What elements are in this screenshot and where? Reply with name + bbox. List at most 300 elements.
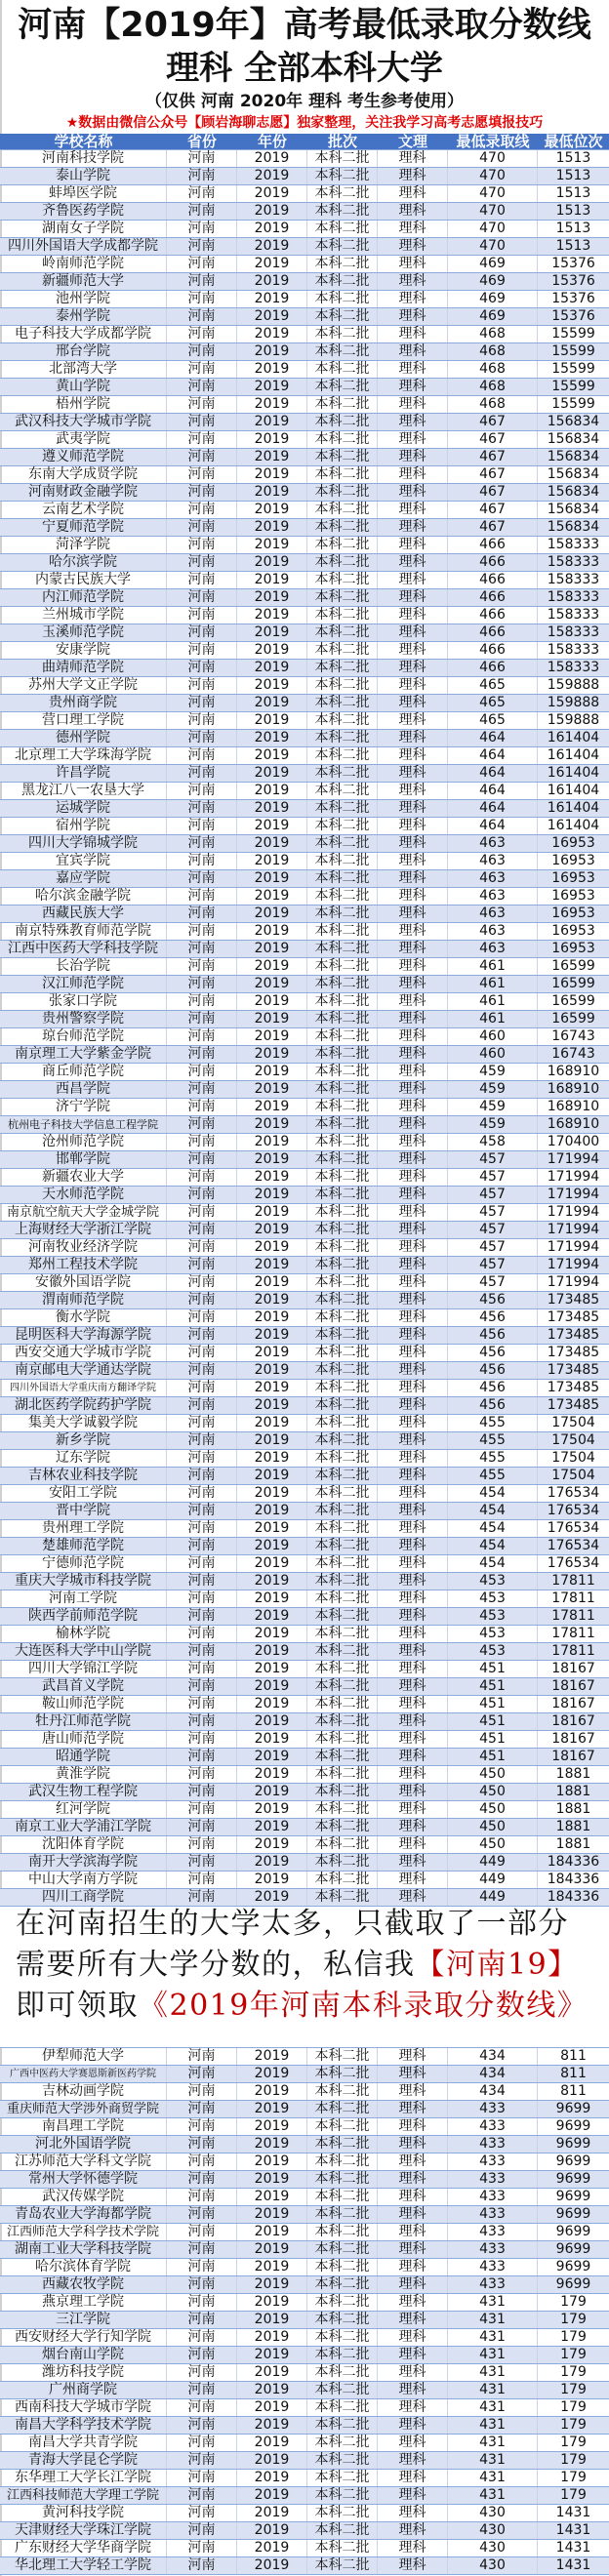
min-rank-cell: 16743	[551, 1028, 595, 1044]
batch-cell: 本科二批	[307, 1327, 378, 1344]
batch-cell: 本科二批	[307, 2540, 378, 2556]
min-rank-cell: 9699	[555, 2276, 591, 2292]
table-row	[0, 203, 609, 221]
province-cell: 河南	[167, 1801, 237, 1818]
school-name-cell: 池州学院	[0, 291, 167, 307]
subject-cell: 理科	[378, 466, 448, 483]
batch-cell: 本科二批	[307, 1573, 378, 1590]
table-row	[0, 1854, 609, 1872]
table-row	[0, 2171, 609, 2189]
province-cell: 河南	[167, 747, 237, 764]
school-name-cell: 四川外国语大学重庆南方翻译学院	[0, 1380, 167, 1396]
min-rank-cell: 15376	[551, 291, 595, 306]
province-cell: 河南	[167, 2522, 237, 2539]
table-row	[0, 379, 609, 396]
min-score-cell: 465	[448, 712, 538, 729]
batch-cell: 本科二批	[307, 1432, 378, 1449]
subject-cell: 理科	[378, 1046, 448, 1063]
school-name-cell: 内江师范学院	[0, 589, 167, 606]
min-rank-cell: 170400	[547, 1134, 600, 1149]
table-row	[0, 607, 609, 624]
table-row	[0, 888, 609, 906]
table-row	[0, 853, 609, 870]
school-name-cell: 嘉应学院	[0, 870, 167, 887]
province-cell: 河南	[167, 1731, 237, 1748]
min-rank-cell: 9699	[555, 2206, 591, 2222]
subject-cell: 理科	[378, 2487, 448, 2504]
province-cell: 河南	[167, 1766, 237, 1783]
min-rank-cell: 811	[560, 2066, 587, 2081]
min-rank-cell: 179	[560, 2364, 587, 2380]
province-cell: 河南	[167, 2118, 237, 2135]
subject-cell: 理科	[378, 589, 448, 606]
min-score-cell: 431	[448, 2487, 538, 2504]
subject-cell: 理科	[378, 783, 448, 799]
year-cell: 2019	[237, 2136, 307, 2153]
year-cell: 2019	[237, 1696, 307, 1712]
subject-cell: 理科	[378, 800, 448, 817]
year-cell: 2019	[237, 730, 307, 746]
year-cell: 2019	[237, 2452, 307, 2469]
min-score-cell: 454	[448, 1520, 538, 1537]
subject-cell: 理科	[378, 308, 448, 325]
min-rank-cell: 17811	[551, 1590, 595, 1606]
school-name-cell: 湖南女子学院	[0, 221, 167, 237]
min-score-cell: 431	[448, 2312, 538, 2328]
year-cell: 2019	[237, 2540, 307, 2556]
table-row	[0, 1432, 609, 1450]
province-cell: 河南	[167, 642, 237, 659]
batch-cell: 本科二批	[307, 326, 378, 342]
province-cell: 河南	[167, 1380, 237, 1396]
school-name-cell: 广州商学院	[0, 2382, 167, 2398]
min-rank-cell: 176534	[547, 1520, 600, 1536]
table-row	[0, 2364, 609, 2382]
min-rank-cell: 17811	[551, 1573, 595, 1589]
min-score-cell: 456	[448, 1345, 538, 1361]
min-score-cell: 451	[448, 1661, 538, 1677]
school-name-cell: 安阳工学院	[0, 1485, 167, 1502]
table-row	[0, 958, 609, 976]
table-row	[0, 835, 609, 853]
school-name-cell: 广东财经大学华商学院	[0, 2540, 167, 2556]
batch-cell: 本科二批	[307, 2206, 378, 2223]
batch-cell: 本科二批	[307, 1854, 378, 1871]
batch-cell: 本科二批	[307, 1784, 378, 1800]
batch-cell: 本科二批	[307, 1836, 378, 1853]
school-name-cell: 贵州警察学院	[0, 1011, 167, 1027]
batch-cell: 本科二批	[307, 660, 378, 676]
school-name-cell: 黄山学院	[0, 379, 167, 395]
table-row	[0, 1450, 609, 1468]
batch-cell: 本科二批	[307, 1590, 378, 1607]
school-name-cell: 四川大学锦江学院	[0, 1661, 167, 1677]
min-score-cell: 465	[448, 695, 538, 711]
batch-cell: 本科二批	[307, 958, 378, 975]
table-row	[0, 2083, 609, 2101]
min-rank-cell: 9699	[555, 2224, 591, 2239]
province-cell: 河南	[167, 1749, 237, 1765]
school-name-cell: 南京邮电大学通达学院	[0, 1362, 167, 1379]
school-name-cell: 鞍山师范学院	[0, 1696, 167, 1712]
year-cell: 2019	[237, 712, 307, 729]
school-name-cell: 武汉传媒学院	[0, 2189, 167, 2205]
province-cell: 河南	[167, 1397, 237, 1414]
batch-cell: 本科二批	[307, 1292, 378, 1308]
year-cell: 2019	[237, 414, 307, 430]
subject-cell: 理科	[378, 1555, 448, 1572]
min-score-cell: 460	[448, 1028, 538, 1045]
year-cell: 2019	[237, 835, 307, 852]
province-cell: 河南	[167, 1503, 237, 1519]
school-name-cell: 黄淮学院	[0, 1766, 167, 1783]
province-cell: 河南	[167, 888, 237, 905]
min-rank-cell: 176534	[547, 1555, 600, 1571]
province-cell: 河南	[167, 1274, 237, 1291]
province-cell: 河南	[167, 2136, 237, 2153]
min-score-cell: 450	[448, 1819, 538, 1835]
min-score-cell: 451	[448, 1713, 538, 1730]
table-row	[0, 2557, 609, 2575]
min-rank-cell: 156834	[547, 502, 600, 517]
batch-cell: 本科二批	[307, 1801, 378, 1818]
school-name-cell: 武汉科技大学城市学院	[0, 414, 167, 430]
province-cell: 河南	[167, 2294, 237, 2311]
min-score-cell: 461	[448, 1011, 538, 1027]
year-cell: 2019	[237, 221, 307, 237]
batch-cell: 本科二批	[307, 2399, 378, 2416]
table-row	[0, 818, 609, 835]
batch-cell: 本科二批	[307, 2435, 378, 2451]
province-cell: 河南	[167, 2224, 237, 2240]
year-cell: 2019	[237, 396, 307, 413]
table-row	[0, 1046, 609, 1064]
min-score-cell: 465	[448, 677, 538, 694]
school-name-cell: 河北外国语学院	[0, 2136, 167, 2153]
batch-cell: 本科二批	[307, 1046, 378, 1063]
province-cell: 河南	[167, 1116, 237, 1133]
batch-cell: 本科二批	[307, 2505, 378, 2521]
min-rank-cell: 161404	[547, 783, 600, 798]
subject-cell: 理科	[378, 361, 448, 378]
batch-cell: 本科二批	[307, 589, 378, 606]
year-cell: 2019	[237, 1468, 307, 1484]
province-cell: 河南	[167, 993, 237, 1010]
school-name-cell: 南昌大学共青学院	[0, 2435, 167, 2451]
min-rank-cell: 171994	[547, 1187, 600, 1202]
province-cell: 河南	[167, 660, 237, 676]
year-cell: 2019	[237, 2364, 307, 2381]
subject-cell: 理科	[378, 185, 448, 202]
year-cell: 2019	[237, 291, 307, 307]
batch-cell: 本科二批	[307, 150, 378, 167]
min-rank-cell: 159888	[547, 712, 600, 728]
batch-cell: 本科二批	[307, 853, 378, 869]
year-cell: 2019	[237, 642, 307, 659]
table-row	[0, 1380, 609, 1397]
subject-cell: 理科	[378, 2364, 448, 2381]
subject-cell: 理科	[378, 2171, 448, 2188]
school-name-cell: 北京理工大学珠海学院	[0, 747, 167, 764]
year-cell: 2019	[237, 976, 307, 992]
school-name-cell: 电子科技大学成都学院	[0, 326, 167, 342]
batch-cell: 本科二批	[307, 1538, 378, 1554]
year-cell: 2019	[237, 993, 307, 1010]
year-cell: 2019	[237, 1766, 307, 1783]
year-cell: 2019	[237, 2259, 307, 2275]
table-row	[0, 712, 609, 730]
min-score-cell: 449	[448, 1889, 538, 1906]
min-rank-cell: 173485	[547, 1292, 600, 1308]
batch-cell: 本科二批	[307, 2066, 378, 2082]
table-row	[0, 1116, 609, 1134]
subject-cell: 理科	[378, 1784, 448, 1800]
min-rank-cell: 158333	[547, 642, 600, 658]
province-cell: 河南	[167, 572, 237, 588]
year-cell: 2019	[237, 2048, 307, 2065]
province-cell: 河南	[167, 730, 237, 746]
province-cell: 河南	[167, 326, 237, 342]
table-row	[0, 1872, 609, 1889]
batch-cell: 本科二批	[307, 695, 378, 711]
table-row	[0, 642, 609, 660]
school-name-cell: 上海财经大学浙江学院	[0, 1222, 167, 1238]
province-cell: 河南	[167, 2364, 237, 2381]
table-row	[0, 747, 609, 765]
year-cell: 2019	[237, 660, 307, 676]
year-cell: 2019	[237, 256, 307, 272]
min-score-cell: 466	[448, 572, 538, 588]
province-cell: 河南	[167, 2276, 237, 2293]
min-score-cell: 431	[448, 2399, 538, 2416]
year-cell: 2019	[237, 1784, 307, 1800]
year-cell: 2019	[237, 1292, 307, 1308]
subject-cell: 理科	[378, 1415, 448, 1431]
min-rank-cell: 173485	[547, 1327, 600, 1343]
subject-cell: 理科	[378, 238, 448, 255]
batch-cell: 本科二批	[307, 1380, 378, 1396]
school-name-cell: 四川外国语大学成都学院	[0, 238, 167, 255]
table-row	[0, 2224, 609, 2241]
min-rank-cell: 171994	[547, 1239, 600, 1255]
province-cell: 河南	[167, 800, 237, 817]
batch-cell: 本科二批	[307, 414, 378, 430]
school-name-cell: 张家口学院	[0, 993, 167, 1010]
min-score-cell: 467	[448, 519, 538, 536]
batch-cell: 本科二批	[307, 993, 378, 1010]
province-cell: 河南	[167, 958, 237, 975]
min-rank-cell: 156834	[547, 466, 600, 482]
table-row	[0, 150, 609, 168]
table-row	[0, 1169, 609, 1187]
min-score-cell: 463	[448, 923, 538, 940]
min-rank-cell: 176534	[547, 1503, 600, 1518]
batch-cell: 本科二批	[307, 2101, 378, 2117]
min-score-cell: 457	[448, 1204, 538, 1221]
min-rank-cell: 18167	[551, 1696, 595, 1711]
year-cell: 2019	[237, 1257, 307, 1273]
year-cell: 2019	[237, 537, 307, 553]
province-cell: 河南	[167, 308, 237, 325]
province-cell: 河南	[167, 2435, 237, 2451]
min-score-cell: 433	[448, 2101, 538, 2117]
batch-cell: 本科二批	[307, 2259, 378, 2275]
min-rank-cell: 16953	[551, 870, 595, 886]
year-cell: 2019	[237, 1450, 307, 1467]
table-row	[0, 2118, 609, 2136]
province-cell: 河南	[167, 1872, 237, 1888]
batch-cell: 本科二批	[307, 747, 378, 764]
min-rank-cell: 158333	[547, 589, 600, 605]
min-score-cell: 459	[448, 1081, 538, 1098]
batch-cell: 本科二批	[307, 1239, 378, 1256]
batch-cell: 本科二批	[307, 2557, 378, 2574]
school-name-cell: 西南科技大学城市学院	[0, 2399, 167, 2416]
province-cell: 河南	[167, 1836, 237, 1853]
min-score-cell: 431	[448, 2364, 538, 2381]
table-row	[0, 396, 609, 414]
subject-cell: 理科	[378, 343, 448, 360]
school-name-cell: 西藏农牧学院	[0, 2276, 167, 2293]
school-name-cell: 南京航空航天大学金城学院	[0, 1204, 167, 1221]
province-cell: 河南	[167, 2505, 237, 2521]
subject-cell: 理科	[378, 888, 448, 905]
min-rank-cell: 158333	[547, 660, 600, 675]
subject-cell: 理科	[378, 607, 448, 624]
min-score-cell: 458	[448, 1134, 538, 1150]
table-row	[0, 1222, 609, 1239]
subject-cell: 理科	[378, 765, 448, 782]
min-score-cell: 450	[448, 1801, 538, 1818]
school-name-cell: 兰州城市学院	[0, 607, 167, 624]
subject-cell: 理科	[378, 642, 448, 659]
table-row	[0, 1731, 609, 1749]
min-rank-cell: 176534	[547, 1485, 600, 1501]
province-cell: 河南	[167, 2470, 237, 2486]
table-row	[0, 1784, 609, 1801]
table-row	[0, 1239, 609, 1257]
batch-cell: 本科二批	[307, 1661, 378, 1677]
subject-cell: 理科	[378, 747, 448, 764]
school-name-cell: 西藏民族大学	[0, 906, 167, 922]
province-cell: 河南	[167, 1292, 237, 1308]
page-title: 河南【2019年】高考最低录取分数线	[18, 6, 591, 45]
province-cell: 河南	[167, 1099, 237, 1115]
min-score-cell: 461	[448, 993, 538, 1010]
subject-cell: 理科	[378, 379, 448, 395]
subject-cell: 理科	[378, 554, 448, 571]
min-score-cell: 456	[448, 1309, 538, 1326]
subject-cell: 理科	[378, 835, 448, 852]
subject-cell: 理科	[378, 168, 448, 184]
year-cell: 2019	[237, 1626, 307, 1642]
table-row	[0, 2417, 609, 2435]
subject-cell: 理科	[378, 818, 448, 834]
table-row	[0, 1696, 609, 1713]
table-row	[0, 1327, 609, 1345]
min-score-cell: 434	[448, 2066, 538, 2082]
batch-cell: 本科二批	[307, 1028, 378, 1045]
school-name-cell: 商丘师范学院	[0, 1064, 167, 1080]
year-cell: 2019	[237, 519, 307, 536]
province-cell: 河南	[167, 1432, 237, 1449]
school-name-cell: 哈尔滨体育学院	[0, 2259, 167, 2275]
province-cell: 河南	[167, 203, 237, 220]
school-name-cell: 河南牧业经济学院	[0, 1239, 167, 1256]
min-score-cell: 470	[448, 221, 538, 237]
school-name-cell: 贵州商学院	[0, 695, 167, 711]
min-score-cell: 453	[448, 1626, 538, 1642]
school-name-cell: 江西中医药大学科技学院	[0, 941, 167, 957]
batch-cell: 本科二批	[307, 2522, 378, 2539]
province-cell: 河南	[167, 1151, 237, 1168]
column-header-school-name: 学校名称	[54, 132, 113, 150]
batch-cell: 本科二批	[307, 2136, 378, 2153]
school-name-cell: 江苏师范大学科文学院	[0, 2153, 167, 2170]
table-row	[0, 238, 609, 256]
min-rank-cell: 159888	[547, 677, 600, 693]
province-cell: 河南	[167, 1819, 237, 1835]
province-cell: 河南	[167, 431, 237, 448]
batch-cell: 本科二批	[307, 1362, 378, 1379]
subject-cell: 理科	[378, 2312, 448, 2328]
min-score-cell: 469	[448, 291, 538, 307]
table-row	[0, 1766, 609, 1784]
batch-cell: 本科二批	[307, 677, 378, 694]
min-rank-cell: 1513	[555, 238, 591, 254]
min-rank-cell: 159888	[547, 695, 600, 710]
year-cell: 2019	[237, 1485, 307, 1502]
min-score-cell: 451	[448, 1696, 538, 1712]
year-cell: 2019	[237, 1116, 307, 1133]
province-cell: 河南	[167, 2329, 237, 2346]
table-row	[0, 256, 609, 273]
province-cell: 河南	[167, 2048, 237, 2065]
table-row	[0, 221, 609, 238]
min-score-cell: 451	[448, 1731, 538, 1748]
province-cell: 河南	[167, 624, 237, 641]
batch-cell: 本科二批	[307, 1397, 378, 1414]
table-row	[0, 2347, 609, 2364]
min-rank-cell: 179	[560, 2329, 587, 2345]
table-row	[0, 1643, 609, 1661]
year-cell: 2019	[237, 1573, 307, 1590]
year-cell: 2019	[237, 1222, 307, 1238]
min-score-cell: 434	[448, 2048, 538, 2065]
subject-cell: 理科	[378, 1661, 448, 1677]
min-rank-cell: 184336	[547, 1872, 600, 1887]
year-cell: 2019	[237, 2522, 307, 2539]
province-cell: 河南	[167, 1187, 237, 1203]
table-row	[0, 800, 609, 818]
year-cell: 2019	[237, 1538, 307, 1554]
min-rank-cell: 179	[560, 2452, 587, 2468]
table-row	[0, 624, 609, 642]
min-score-cell: 433	[448, 2224, 538, 2240]
subject-cell: 理科	[378, 1766, 448, 1783]
min-score-cell: 467	[448, 414, 538, 430]
subject-cell: 理科	[378, 2153, 448, 2170]
province-cell: 河南	[167, 2312, 237, 2328]
promo-notice	[0, 1907, 609, 2047]
min-rank-cell: 158333	[547, 572, 600, 587]
min-rank-cell: 158333	[547, 607, 600, 623]
min-rank-cell: 15376	[551, 308, 595, 324]
year-cell: 2019	[237, 2153, 307, 2170]
school-name-cell: 昆明医科大学海源学院	[0, 1327, 167, 1344]
subject-cell: 理科	[378, 1257, 448, 1273]
min-score-cell: 431	[448, 2329, 538, 2346]
